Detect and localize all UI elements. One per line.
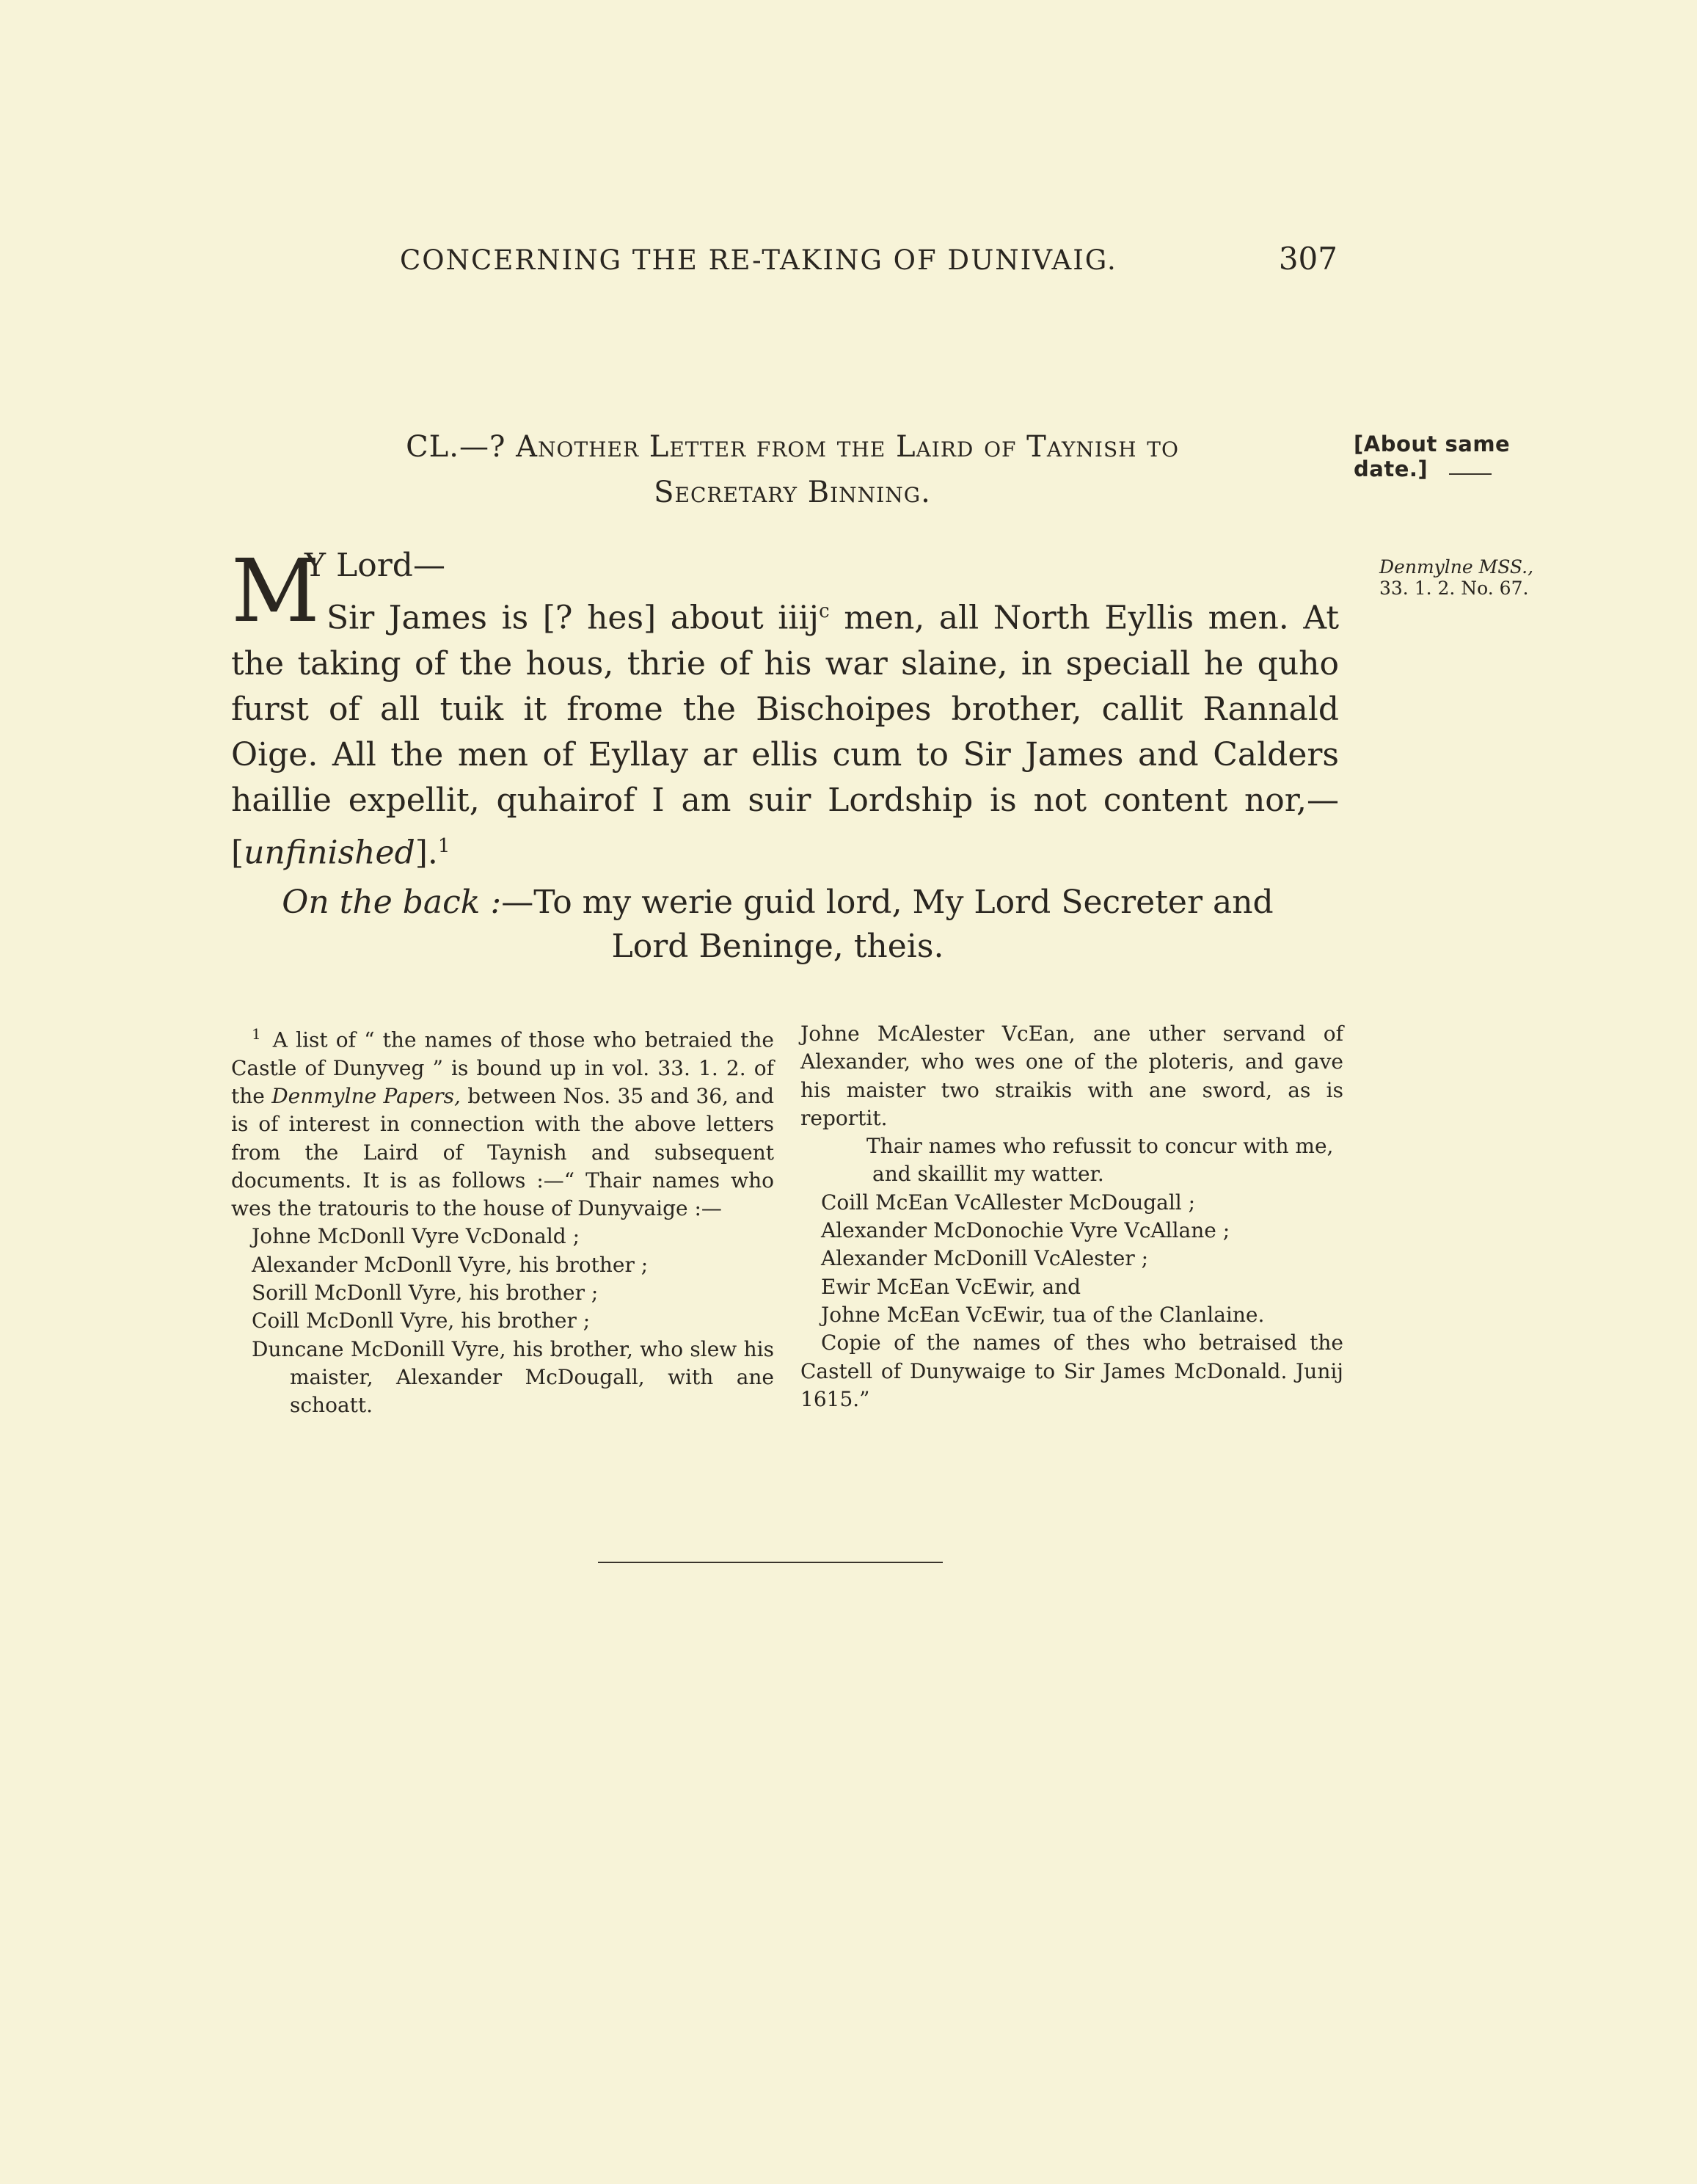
footnote-column-left bbox=[231, 1020, 774, 1419]
source-reference: 33. 1. 2. No. 67. bbox=[1379, 578, 1529, 599]
heading-line-1: CL.—? Another Letter from the Laird of Taynish to bbox=[406, 430, 1179, 464]
footnote-name: Duncane McDonill Vyre, his brother, who slew his maister, Alexander McDougall, with ane schoatt. bbox=[252, 1336, 774, 1418]
footnote-name: Coill McDonll Vyre, his brother ; bbox=[252, 1308, 591, 1333]
footnote-reference: 1 bbox=[437, 834, 450, 857]
footnote-subheading: Thair names who refussit to concur with me, and skaillit my watter. bbox=[866, 1134, 1334, 1187]
letter-heading bbox=[308, 424, 1277, 515]
source-sidenote bbox=[1379, 556, 1577, 599]
footnote-marker: 1 bbox=[252, 1025, 261, 1043]
footnote-name: Alexander McDonill VcAlester ; bbox=[821, 1246, 1149, 1271]
endorsement-label: On the back : bbox=[282, 884, 502, 921]
footnote-name: Coill McEan VcAllester McDougall ; bbox=[821, 1190, 1196, 1215]
running-header bbox=[400, 241, 1337, 277]
drop-cap: M bbox=[231, 540, 320, 641]
footnote-name: Ewir McEan VcEwir, and bbox=[821, 1274, 1081, 1299]
footnote-copie: Copie of the names of thes who betraised the Castell of Dunywaige to Sir James McDonald. Junij 1615.” bbox=[800, 1331, 1343, 1411]
footnote-name: Sorill McDonll Vyre, his brother ; bbox=[252, 1281, 599, 1305]
date-note-rule bbox=[1449, 473, 1492, 475]
heading-line-2: Secretary Binning. bbox=[654, 476, 931, 509]
footnote-intro: $^1$ A list of “ the names of those who betraied the Castle of Dunyveg ” is bound up in vol. 33. 1. 2. of the Denmylne Papers, between Nos. 35 and 36, and is of interest in connection with the above letters from the Laird of Taynish and subsequent documents. It is as follows :—“ Thair names who wes the tratouris to the house of Dunyvaige :— bbox=[231, 1025, 774, 1221]
source-manuscript: Denmylne MSS., bbox=[1379, 556, 1534, 578]
closing-rule bbox=[598, 1562, 943, 1563]
footnote-column-right bbox=[800, 1020, 1343, 1419]
footnote-name: Johne McDonll Vyre VcDonald ; bbox=[252, 1224, 580, 1249]
endorsement bbox=[264, 881, 1291, 969]
footnote-name: Alexander McDonochie Vyre VcAllane ; bbox=[821, 1218, 1230, 1243]
letter-body bbox=[231, 540, 1339, 876]
footnote-entry: Johne McAlester VcEan, ane uther servand of Alexander, who wes one of the ploteris, and gave his maister two straikis with ane sword, as is reportit. bbox=[800, 1022, 1343, 1130]
footnotes bbox=[231, 1020, 1343, 1419]
letter-paragraph: Sir James is [? hes] about iiij$^c$ men, all North Eyllis men. At the taking of the hous, thrie of his war slaine, in speciall he quho furst of all tuik it frome the Bischoipes brother, callit Rannald Oige. All the men of Eyllay ar ellis cum to Sir James and Calders haillie expellit, quhairof I am suir Lordship is not content nor,—[unfinished].$^1$ bbox=[231, 599, 1339, 872]
salutation bbox=[231, 540, 1339, 641]
endorsement-line-2: Lord Beninge, theis. bbox=[611, 928, 944, 965]
salutation-text: Y Lord— bbox=[304, 547, 445, 584]
footnote-name: Johne McEan VcEwir, tua of the Clanlaine. bbox=[821, 1302, 1265, 1327]
date-note: [About same date.] bbox=[1354, 432, 1511, 481]
footnote-name: Alexander McDonll Vyre, his brother ; bbox=[252, 1252, 649, 1277]
page-number: 307 bbox=[1278, 241, 1337, 277]
endorsement-line-1: On the back :—To my werie guid lord, My Lord Secreter and bbox=[282, 884, 1274, 921]
running-title: CONCERNING THE RE-TAKING OF DUNIVAIG. bbox=[400, 244, 1117, 276]
